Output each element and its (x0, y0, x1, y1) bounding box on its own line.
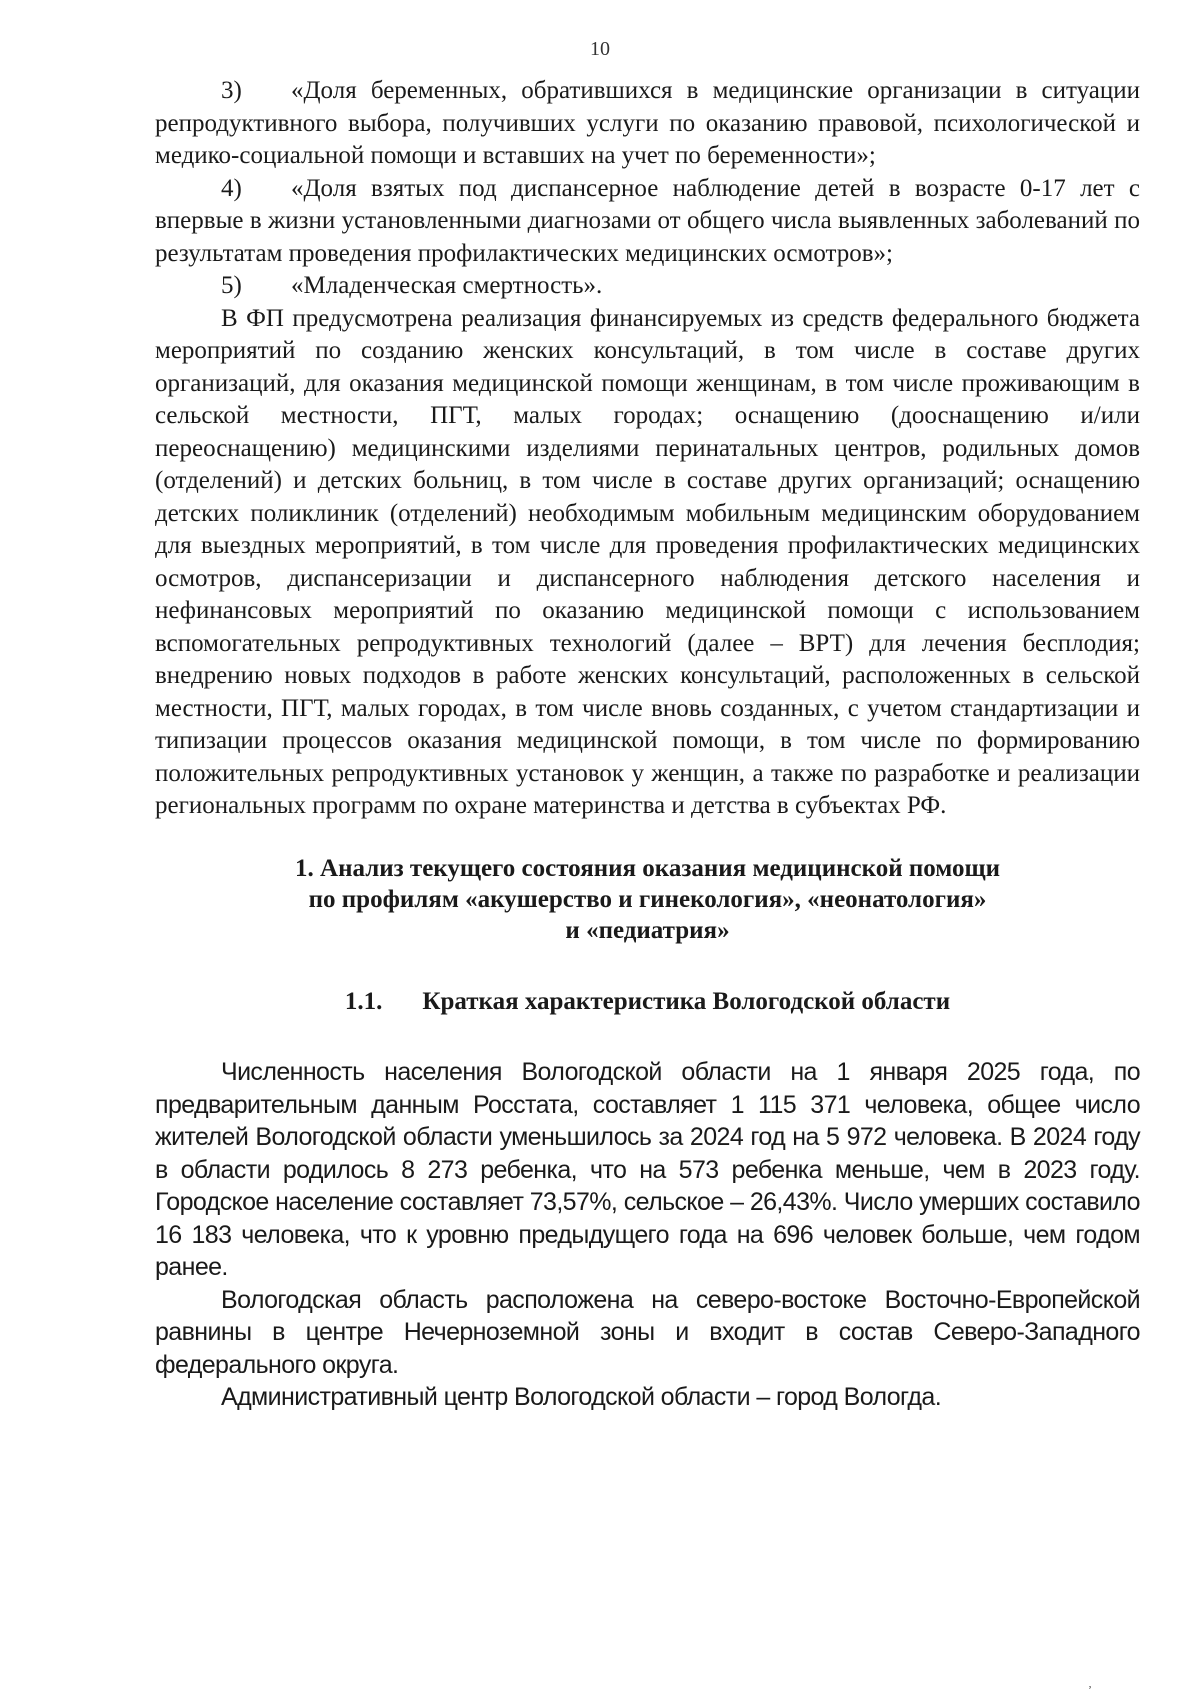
section-heading-line: и «педиатрия» (565, 916, 730, 944)
subsection-number: 1.1. (344, 987, 383, 1015)
scan-mark: ʼ (1088, 1683, 1092, 1697)
list-item-number: 5) (221, 272, 242, 299)
list-item-number: 3) (221, 77, 242, 104)
list-item (155, 75, 1140, 173)
paragraph-location: Вологодская область расположена на северо-востоке Восточно-Европейской равнины в центре Нечерноземной зоны и входит в состав Северо-Западного федерального округа. (155, 1285, 1140, 1379)
paragraph-fp: В ФП предусмотрена реализация финансируемых из средств федерального бюджета мероприятий по созданию женских консультаций, в том числе в составе других организаций, для оказания медицинской помощи женщинам, в том числе проживающим в сельской местности, ПГТ, малых городах; оснащению (дооснащению и/или переоснащению) медицинскими изделиями перинатальных центров, родильных домов (отделений) и детских больниц, в том числе в составе других организаций; оснащению детских поликлиник (отделений) необходимым мобильным медицинским оборудованием для выездных мероприятий, в том числе для проведения профилактических медицинских осмотров, диспансеризации и диспансерного наблюдения детского населения и нефинансовых мероприятий по оказанию медицинской помощи с использованием вспомогательных репродуктивных технологий (далее – ВРТ) для лечения бесплодия; внедрению новых подходов в работе женских консультаций, расположенных в сельской местности, ПГТ, малых городах, в том числе вновь созданных, с учетом стандартизации и типизации процессов оказания медицинской помощи, в том числе по формированию положительных репродуктивных установок у женщин, а также по разработке и реализации региональных программ по охране материнства и детства в субъектах РФ. (155, 304, 1140, 819)
subsection-title: Краткая характеристика Вологодской области (422, 987, 951, 1015)
section-heading (155, 853, 1140, 946)
page-number: 10 (590, 38, 610, 60)
section-heading-line: 1. Анализ текущего состояния оказания медицинской помощи (295, 854, 1000, 882)
list-item-text: «Доля взятых под диспансерное наблюдение детей в возрасте 0-17 лет с впервые в жизни установленными диагнозами от общего числа выявленных заболеваний по результатам проведения профилактических медицинских осмотров»; (155, 174, 1140, 267)
paragraph-center: Административный центр Вологодской области – город Вологда. (221, 1383, 942, 1411)
list-item-number: 4) (221, 174, 242, 202)
list-item-text: «Доля беременных, обратившихся в медицинские организации в ситуации репродуктивного выбора, получивших услуги по оказанию правовой, психологической и медико-социальной помощи и вставших на учет по беременности»; (155, 77, 1140, 169)
document-body (155, 75, 1140, 1414)
subsection-heading (155, 986, 1140, 1019)
list-item (155, 173, 1140, 271)
paragraph-population: Численность населения Вологодской области на 1 января 2025 года, по предварительным данным Росстата, составляет 1 115 371 человека, общее число жителей Вологодской области уменьшилось за 2024 год на 5 972 человека. В 2024 году в области родилось 8 273 ребенка, что на 573 ребенка меньше, чем в 2023 году. Городское население составляет 73,57%, сельское – 26,43%. Число умерших составило 16 183 человека, что к уровню предыдущего года на 696 человек больше, чем годом ранее. (155, 1058, 1140, 1281)
section-heading-line: по профилям «акушерство и гинекология», «неонатология» (308, 885, 987, 913)
list-item (155, 270, 1140, 303)
list-item-text: «Младенческая смертность». (291, 272, 603, 299)
